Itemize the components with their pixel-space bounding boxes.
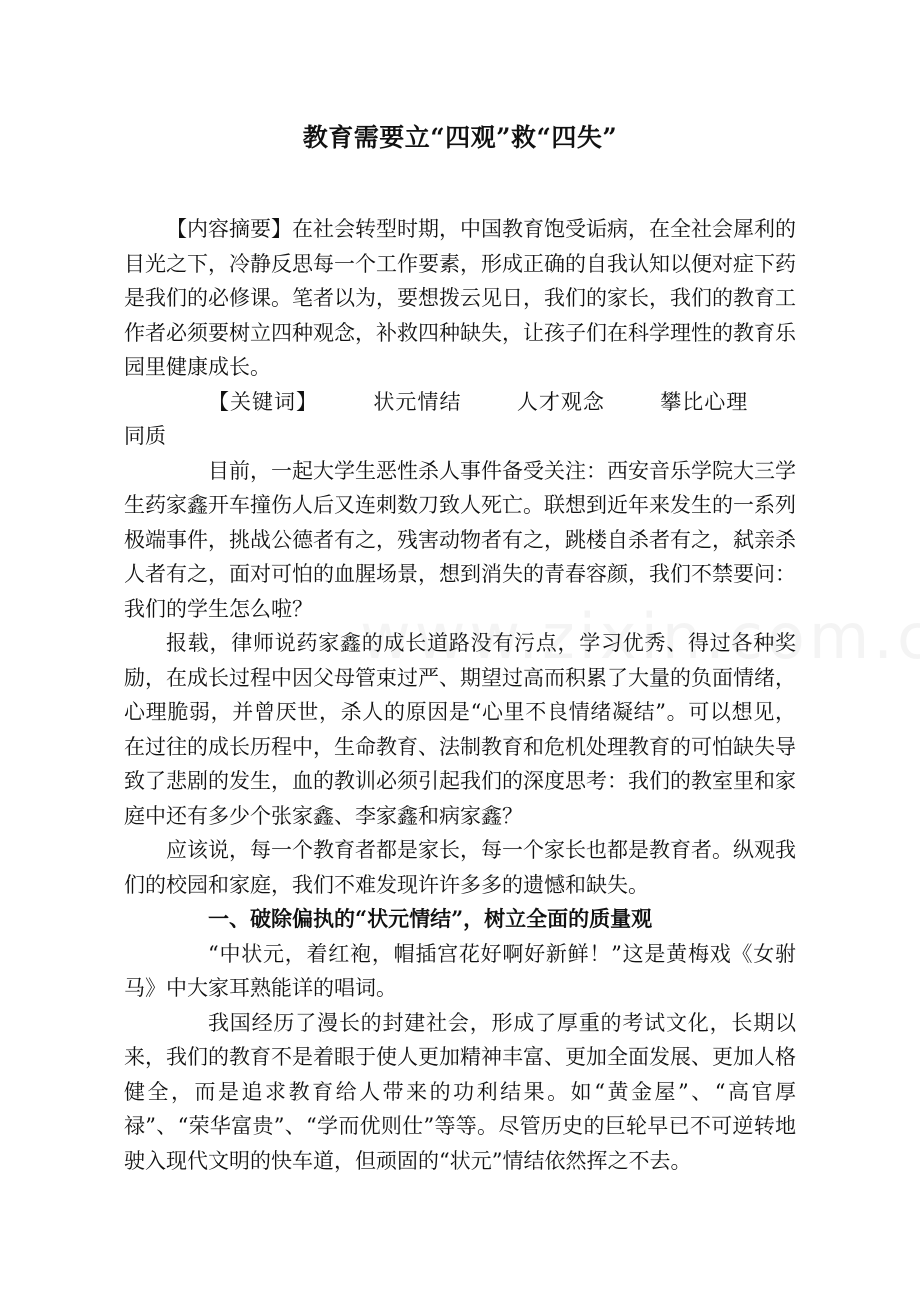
keyword-item: 人才观念 [516, 389, 605, 414]
abstract-paragraph [124, 212, 796, 385]
body-paragraph: 目前，一起大学生恶性杀人事件备受关注：西安音乐学院大三学生药家鑫开车撞伤人后又连刺数刀致人死亡。联想到近年来发生的一系列极端事件，挑战公德者有之，残害动物者有之，跳楼自杀者有之，弑亲杀人者有之，面对可怕的血腥场景，想到消失的青春容颜，我们不禁要问：我们的学生怎么啦？ [124, 458, 796, 621]
section-heading: 一、破除偏执的“状元情结”，树立全面的质量观 [208, 906, 653, 931]
abstract-label: 【内容摘要】 [166, 217, 292, 241]
body-paragraph: 我国经历了漫长的封建社会，形成了厚重的考试文化，长期以来，我们的教育不是着眼于使人更加精神丰富、更加全面发展、更加人格健全，而是追求教育给人带来的功利结果。如“黄金屋”、“高官厚禄”、“荣华富贵”、“学而优则仕”等等。尽管历史的巨轮早已不可逆转地驶入现代文明的快车道，但顽固的“状元”情结依然挥之不去。 [124, 1010, 796, 1173]
keyword-item: 攀比心理 [660, 389, 749, 414]
keywords-tail: 同质 [124, 424, 166, 448]
body-paragraph: 应该说，每一个教育者都是家长，每一个家长也都是教育者。纵观我们的校园和家庭，我们不难发现许许多多的遗憾和缺失。 [124, 838, 796, 897]
document-body [124, 212, 796, 1178]
body-paragraph: 报载，律师说药家鑫的成长道路没有污点，学习优秀、得过各种奖励，在成长过程中因父母管束过严、期望过高而积累了大量的负面情绪，心理脆弱，并曾厌世，杀人的原因是“心里不良情绪凝结”。可以想见，在过往的成长历程中，生命教育、法制教育和危机处理教育的可怕缺失导致了悲剧的发生，血的教训必须引起我们的深度思考：我们的教室里和家庭中还有多少个张家鑫、李家鑫和病家鑫？ [124, 631, 796, 828]
keyword-item: 状元情结 [373, 389, 462, 414]
document-title: 教育需要立“四观”救“四失” [302, 123, 618, 152]
body-paragraph: “中状元，着红袍，帽插宫花好啊好新鲜！”这是黄梅戏《女驸马》中大家耳熟能详的唱词。 [124, 941, 796, 1000]
keywords-label: 【关键词】 [208, 389, 319, 414]
abstract-text: 在社会转型时期，中国教育饱受诟病，在全社会犀利的目光之下，冷静反思每一个工作要素，形成正确的自我认知以便对症下药是我们的必修课。笔者以为，要想拨云见日，我们的家长，我们的教育工作者必须要树立四种观念，补救四种缺失，让孩子们在科学理性的教育乐园里健康成长。 [124, 217, 796, 379]
keywords-line [124, 385, 796, 420]
